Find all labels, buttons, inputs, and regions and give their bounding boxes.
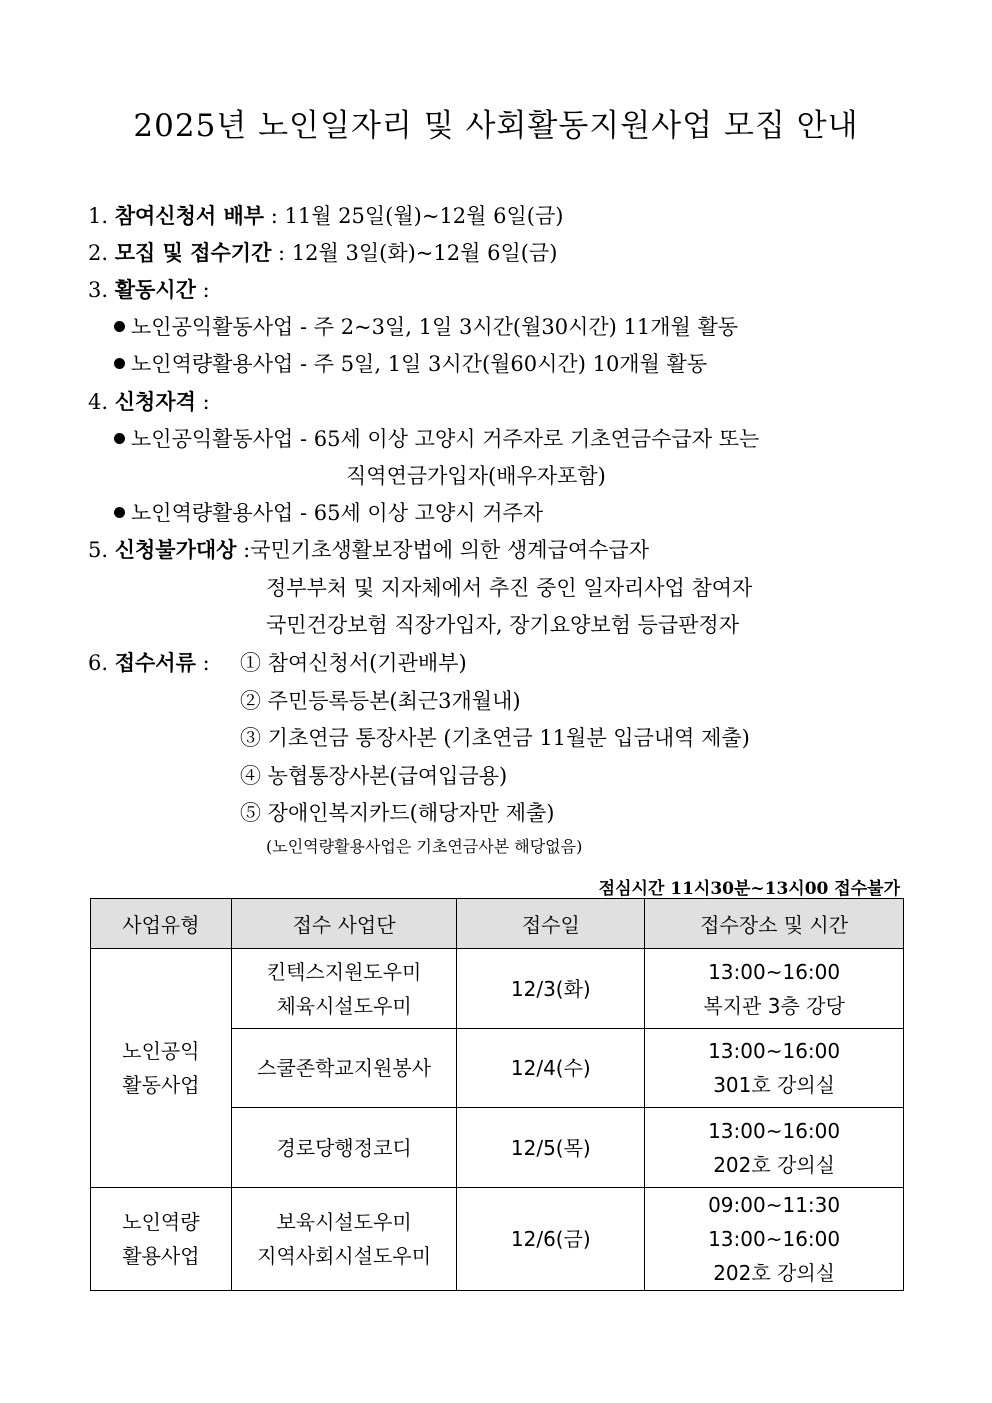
item-3 [88, 274, 210, 304]
place-line: 13:00~16:00 [708, 1118, 841, 1143]
team-cell: 경로당행정코디 [231, 1108, 457, 1188]
type-cell-public [91, 949, 232, 1188]
place-line: 13:00~16:00 [708, 959, 841, 984]
document-4: ④ 농협통장사본(급여입금용) [240, 764, 508, 788]
item-1-label: 참여신청서 배부 [114, 203, 265, 228]
item-5-line-1: 국민기초생활보장법에 의한 생계급여수급자 [250, 538, 650, 562]
type-line: 노인공익 [122, 1039, 200, 1063]
table-row [91, 949, 904, 1029]
place-cell [645, 1029, 904, 1108]
date-cell: 12/5(목) [457, 1108, 645, 1188]
team-cell [231, 1188, 457, 1291]
header-place: 접수장소 및 시간 [645, 899, 904, 949]
document-1: ① 참여신청서(기관배부) [240, 651, 467, 675]
item-2-separator: : [271, 241, 292, 265]
item-4-bullet-1-continued: 직역연금가입자(배우자포함) [346, 464, 606, 488]
place-line: 복지관 3층 강당 [703, 993, 845, 1018]
team-cell [231, 949, 457, 1029]
item-2-value: 12월 3일(화)~12월 6일(금) [291, 241, 558, 265]
bullet-icon [114, 433, 125, 444]
place-line: 301호 강의실 [713, 1073, 835, 1097]
document-2: ② 주민등록등본(최근3개월내) [240, 689, 521, 713]
item-5-line-2: 정부부처 및 지자체에서 추진 중인 일자리사업 참여자 [266, 576, 753, 600]
item-3-bullet-1-text: 노인공익활동사업 - 주 2~3일, 1일 3시간(월30시간) 11개월 활동 [131, 315, 739, 339]
schedule-table [90, 898, 904, 1291]
item-5 [88, 534, 649, 564]
item-4-label: 신청자격 [114, 389, 196, 414]
item-1-value: 11월 25일(월)~12월 6일(금) [284, 204, 564, 228]
team-cell: 스쿨존학교지원봉사 [231, 1029, 457, 1108]
item-4-bullet-2 [114, 497, 543, 527]
item-2 [88, 237, 557, 267]
type-line: 활용사업 [122, 1244, 200, 1268]
item-5-line-3: 국민건강보험 직장가입자, 장기요양보험 등급판정자 [266, 613, 739, 637]
document-3: ③ 기초연금 통장사본 (기초연금 11월분 입금내역 제출) [240, 726, 750, 750]
item-4-bullet-1-text: 노인공익활동사업 - 65세 이상 고양시 거주자로 기초연금수급자 또는 [131, 427, 760, 451]
item-6-separator: : [195, 651, 210, 675]
team-line: 보육시설도우미 [276, 1210, 412, 1234]
type-line: 활동사업 [122, 1073, 200, 1097]
type-cell-capacity [91, 1188, 232, 1291]
item-3-number: 3. [88, 278, 109, 302]
item-4-number: 4. [88, 390, 109, 414]
place-line: 13:00~16:00 [708, 1227, 841, 1251]
bullet-icon [114, 507, 125, 518]
place-line: 202호 강의실 [713, 1152, 835, 1177]
team-line: 체육시설도우미 [276, 993, 412, 1018]
table-header-row [91, 899, 904, 949]
item-3-bullet-1 [114, 311, 738, 341]
document-note: (노인역량활용사업은 기초연금사본 해당없음) [266, 837, 583, 856]
item-6 [88, 647, 210, 677]
item-3-bullet-2-text: 노인역량활용사업 - 주 5일, 1일 3시간(월60시간) 10개월 활동 [131, 352, 708, 376]
date-cell: 12/3(화) [457, 949, 645, 1029]
item-1-number: 1. [88, 204, 109, 228]
place-line: 09:00~11:30 [708, 1193, 841, 1217]
item-2-number: 2. [88, 241, 109, 265]
item-6-label: 접수서류 [114, 650, 196, 675]
item-6-number: 6. [88, 651, 109, 675]
item-4 [88, 386, 210, 416]
type-line: 노인역량 [122, 1210, 200, 1234]
header-date: 접수일 [457, 899, 645, 949]
team-line: 킨텍스지원도우미 [266, 959, 422, 984]
item-2-label: 모집 및 접수기간 [114, 240, 272, 265]
document-5: ⑤ 장애인복지카드(해당자만 제출) [240, 801, 555, 825]
bullet-icon [114, 321, 125, 332]
table-row [91, 1188, 904, 1291]
item-1-separator: : [264, 204, 285, 228]
item-3-label: 활동시간 [114, 277, 196, 302]
item-3-bullet-2 [114, 348, 707, 378]
team-line: 지역사회시설도우미 [257, 1244, 432, 1268]
lunch-note: 점심시간 11시30분~13시00 접수불가 [598, 879, 900, 899]
page-title: 2025년 노인일자리 및 사회활동지원사업 모집 안내 [133, 108, 859, 144]
date-cell: 12/6(금) [457, 1188, 645, 1291]
place-line: 202호 강의실 [713, 1261, 835, 1285]
item-4-bullet-1 [114, 423, 759, 453]
place-line: 13:00~16:00 [708, 1039, 841, 1063]
item-3-separator: : [195, 278, 210, 302]
bullet-icon [114, 358, 125, 369]
item-5-number: 5. [88, 538, 109, 562]
item-5-separator: : [236, 538, 251, 562]
place-cell [645, 1108, 904, 1188]
item-4-separator: : [195, 390, 210, 414]
header-team: 접수 사업단 [231, 899, 457, 949]
place-cell [645, 949, 904, 1029]
header-type: 사업유형 [91, 899, 232, 949]
item-1 [88, 200, 563, 230]
item-4-bullet-2-text: 노인역량활용사업 - 65세 이상 고양시 거주자 [131, 501, 544, 525]
item-5-label: 신청불가대상 [114, 537, 237, 562]
place-cell [645, 1188, 904, 1291]
date-cell: 12/4(수) [457, 1029, 645, 1108]
